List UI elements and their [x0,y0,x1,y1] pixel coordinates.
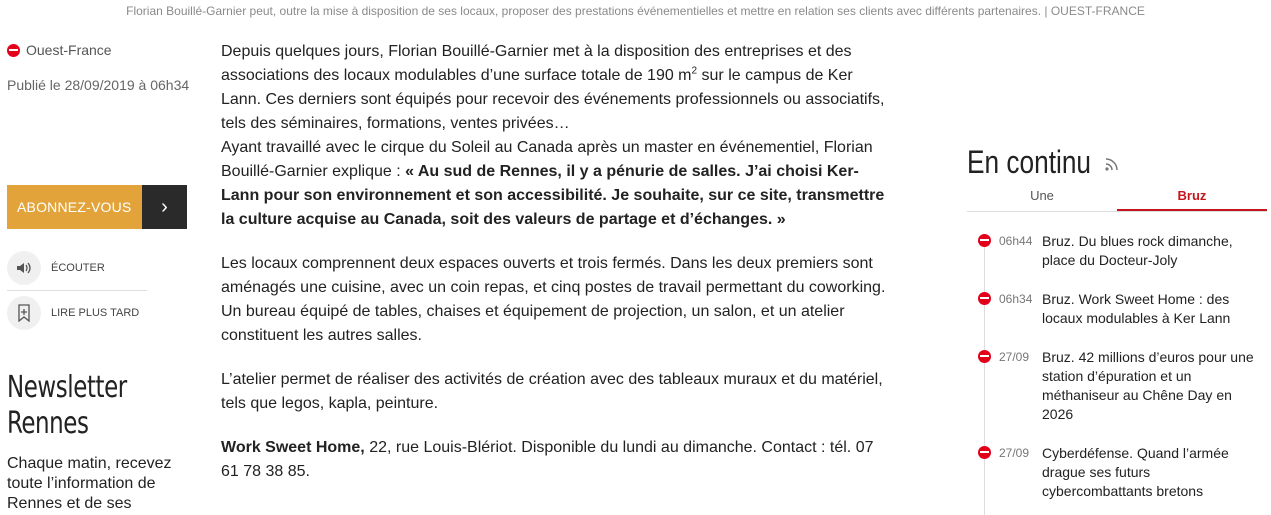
tab-bruz[interactable]: Bruz [1117,185,1267,211]
listen-button[interactable] [7,251,105,285]
news-item[interactable] [978,290,1268,328]
news-time: 06h34 [999,292,1033,306]
subscribe-label: ABONNEZ-VOUS [7,185,142,229]
news-item[interactable] [978,444,1268,501]
rss-icon[interactable] [1104,156,1120,177]
newsletter-text: Chaque matin, recevez toute l’information de Rennes et de ses [7,455,172,512]
article-paragraph: Depuis quelques jours, Florian Bouillé-Garnier met à la disposition des entreprises et des associations des locaux modulables d’une surface totale de 190 $m^2$ sur le campus de Ker Lann. Ces derniers sont équipés pour recevoir des événements professionnels ou associatifs, tels des séminaires, formations, ventes privées… [221,43,885,132]
article-body [221,40,891,504]
bullet-icon [978,446,991,459]
tab-une[interactable]: Une [1030,188,1054,203]
read-later-label: LIRE PLUS TARD [51,307,140,319]
news-headline[interactable]: Cyberdéfense. Quand l’armée drague ses futurs cybercombattants bretons [1042,445,1229,499]
read-later-button[interactable] [7,296,139,330]
ouest-france-logo-icon [7,44,20,57]
chevron-right-icon: › [142,185,187,229]
news-headline[interactable]: Bruz. Work Sweet Home : des locaux modulables à Ker Lann [1042,291,1231,326]
publish-date: Publié le 28/09/2019 à 06h34 [7,77,190,93]
source[interactable] [7,42,112,58]
bullet-icon [978,350,991,363]
bullet-icon [978,234,991,247]
news-time: 27/09 [999,350,1030,364]
article-paragraph: L’atelier permet de réaliser des activités de création avec des tableaux muraux et du matériel, tels que legos, kapla, peinture. [221,371,883,412]
article-paragraph: Work Sweet Home, 22, rue Louis-Blériot. Disponible du lundi au dimanche. Contact : tél. 07 61 78 38 85. [221,439,874,480]
news-headline[interactable]: Bruz. Du blues rock dimanche, place du Docteur-Joly [1042,233,1233,268]
speaker-icon [7,251,41,285]
continu-tabs [967,185,1267,212]
article-paragraph: Ayant travaillé avec le cirque du Soleil au Canada après un master en événementiel, Florian Bouillé-Garnier explique : « Au sud de Rennes, il y a pénurie de salles. J’ai choisi Ker-Lann pour son environnement et son accessibilité. Je souhaite, sur ce site, transmettre la culture acquise au Canada, soit des valeurs de partage et d’échanges. » [221,139,885,228]
bookmark-icon [7,296,41,330]
newsletter-title: Newsletter Rennes [7,370,127,441]
article-paragraph: Les locaux comprennent deux espaces ouverts et trois fermés. Dans les deux premiers sont aménagés une cuisine, avec un coin repas, et cinq postes de travail permettant du coworking. Un bureau équipé de tables, chaises et équipement de projection, un salon, et un atelier constituent les autres salles. [221,255,886,344]
news-headline[interactable]: Bruz. 42 millions d’euros pour une station d’épuration et un méthaniseur au Chêne Day en 2026 [1042,349,1254,422]
news-time: 27/09 [999,446,1030,460]
bullet-icon [978,292,991,305]
news-item[interactable] [978,232,1268,270]
photo-caption: Florian Bouillé-Garnier peut, outre la mise à disposition de ses locaux, proposer des prestations événementielles et mettre en relation ses clients avec différents partenaires. | OUEST-FRANCE [126,4,1145,18]
en-continu-title: En continu [967,144,1091,180]
listen-label: ÉCOUTER [51,262,105,274]
quote: « Au sud de Rennes, il y a pénurie de salles. J’ai choisi Ker-Lann pour son environnement et son accessibilité. Je souhaite, sur ce site, transmettre la culture acquise au Canada, soit des valeurs de partage et d’échanges. » [221,163,885,228]
source-name: Ouest-France [26,42,112,58]
news-item[interactable] [978,348,1268,424]
divider [7,290,147,291]
subscribe-button[interactable] [7,185,187,229]
news-time: 06h44 [999,234,1033,248]
